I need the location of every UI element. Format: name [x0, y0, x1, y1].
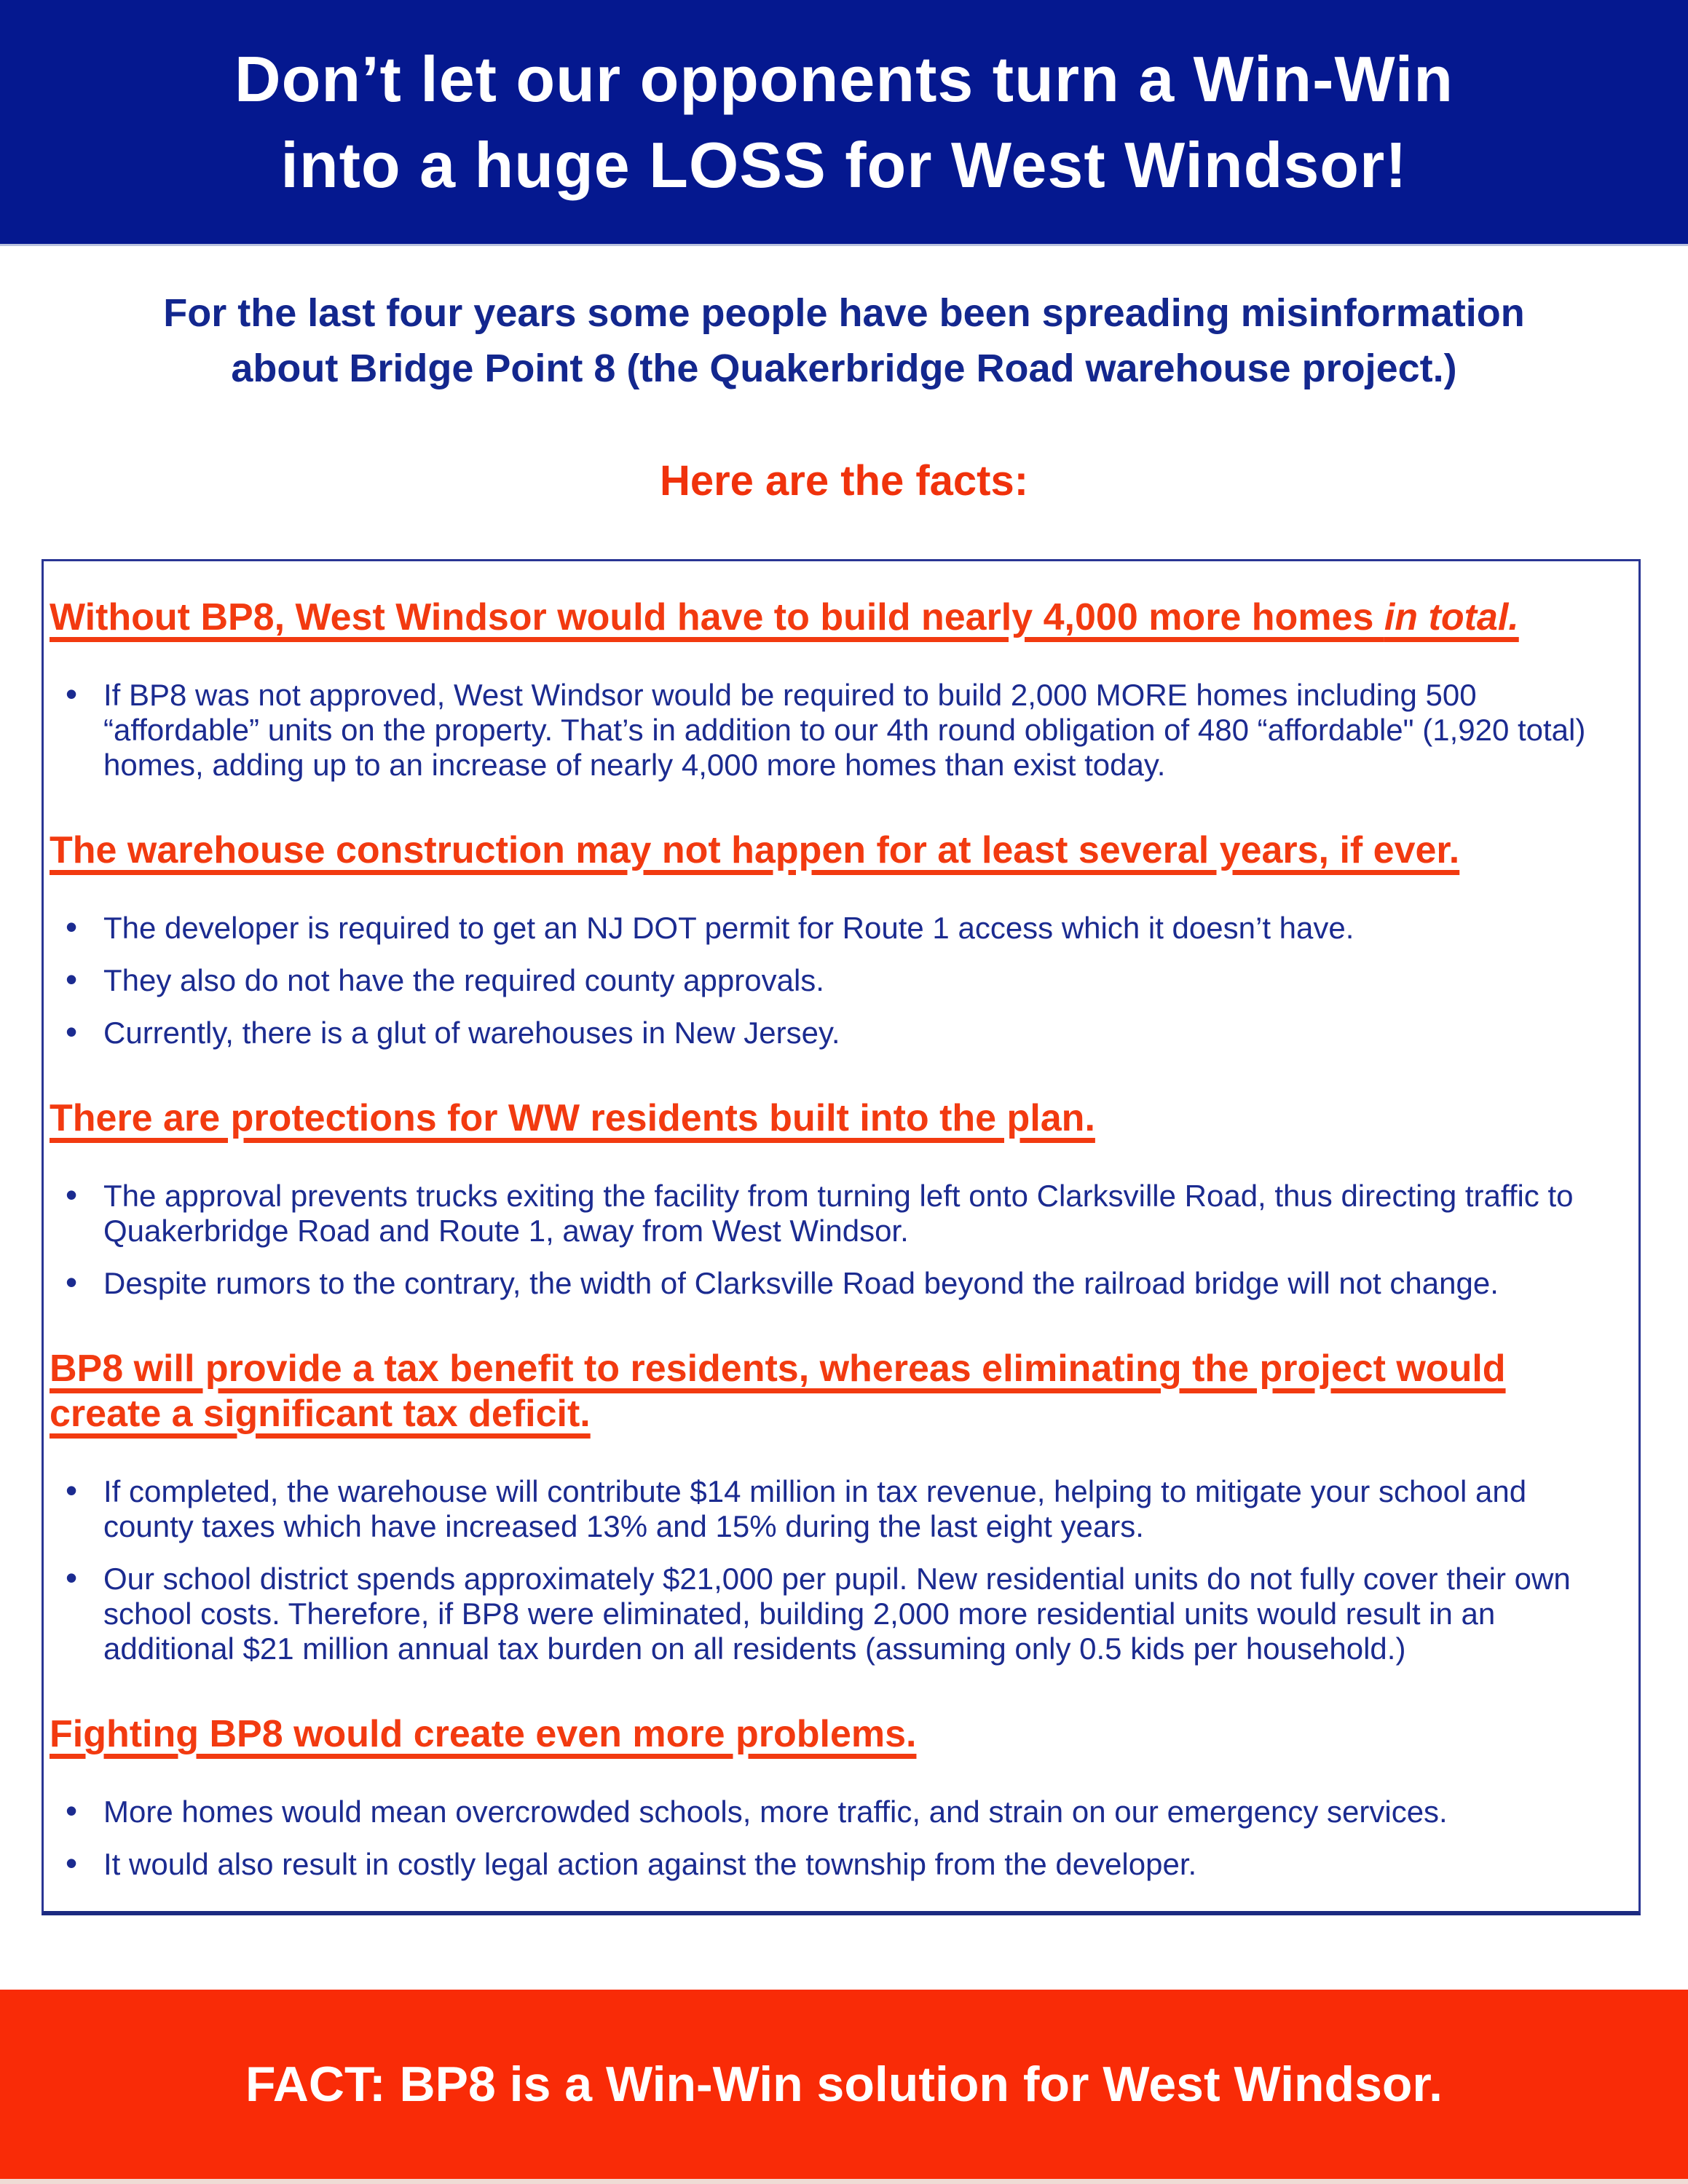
fact-section-homes: [50, 595, 1611, 783]
bottom-banner-text: FACT: BP8 is a Win-Win solution for West Windsor.: [245, 2057, 1443, 2112]
bullet-list: [50, 1795, 1611, 1882]
headline-line1: Don’t let our opponents turn a Win-Win: [234, 42, 1454, 115]
fact-section-fighting: [50, 1712, 1611, 1882]
bottom-strip: [0, 2179, 1688, 2184]
intro-text: [0, 285, 1688, 396]
bullet-item: • Our school district spends approximately $21,000 per pupil. New residential units do not fully cover their own school costs. Therefore, if BP8 were eliminated, building 2,000 more residential units would result in an additional $21 million annual tax burden on all residents (assuming only 0.5 kids per household.): [50, 1562, 1611, 1666]
top-banner: [0, 0, 1688, 246]
fact-section-construction: [50, 828, 1611, 1051]
section-heading-text: Without BP8, West Windsor would have to build nearly 4,000 more homes: [50, 596, 1384, 638]
section-heading-text: The warehouse construction may not happen for at least several years, if ever.: [50, 829, 1460, 871]
bullet-item: • It would also result in costly legal action against the township from the developer.: [50, 1847, 1611, 1882]
bullet-list: [50, 911, 1611, 1051]
section-heading-text: BP8 will provide a tax benefit to residents, whereas eliminating the project would create a significant tax deficit.: [50, 1348, 1506, 1435]
section-heading: [50, 595, 1611, 640]
section-heading: [50, 828, 1611, 873]
bullet-item: • Currently, there is a glut of warehouses in New Jersey.: [50, 1016, 1611, 1051]
section-heading: [50, 1346, 1611, 1436]
bullet-item: • If completed, the warehouse will contribute $14 million in tax revenue, helping to mitigate your school and county taxes which have increased 13% and 15% during the last eight years.: [50, 1474, 1611, 1544]
facts-box: [42, 559, 1641, 1915]
bullet-list: [50, 678, 1611, 783]
section-heading-text: Fighting BP8 would create even more problems.: [50, 1713, 917, 1755]
fact-section-tax: [50, 1346, 1611, 1666]
section-heading: [50, 1712, 1611, 1757]
section-heading: [50, 1096, 1611, 1141]
fact-section-protections: [50, 1096, 1611, 1301]
bullet-item: • They also do not have the required county approvals.: [50, 963, 1611, 998]
bullet-item: • The developer is required to get an NJ DOT permit for Route 1 access which it doesn’t have.: [50, 911, 1611, 946]
headline-line2: into a huge LOSS for West Windsor!: [280, 128, 1408, 201]
bullet-item: • If BP8 was not approved, West Windsor would be required to build 2,000 MORE homes including 500 “affordable” units on the property. That’s in addition to our 4th round obligation of 480 “affordable" (1,920 total) homes, adding up to an increase of nearly 4,000 more homes than exist today.: [50, 678, 1611, 783]
facts-title: Here are the facts:: [659, 457, 1029, 505]
bullet-list: [50, 1179, 1611, 1301]
bullet-item: • Despite rumors to the contrary, the width of Clarksville Road beyond the railroad bridge will not change.: [50, 1266, 1611, 1301]
bullet-item: • More homes would mean overcrowded schools, more traffic, and strain on our emergency services.: [50, 1795, 1611, 1829]
intro-line1: For the last four years some people have been spreading misinformation: [163, 291, 1525, 335]
bullet-list: [50, 1474, 1611, 1666]
intro-line2: about Bridge Point 8 (the Quakerbridge Road warehouse project.): [231, 347, 1457, 390]
bottom-banner: [0, 1990, 1688, 2179]
bullet-item: • The approval prevents trucks exiting the facility from turning left onto Clarksville Road, thus directing traffic to Quakerbridge Road and Route 1, away from West Windsor.: [50, 1179, 1611, 1249]
section-heading-italic: in total.: [1384, 596, 1519, 638]
section-heading-text: There are protections for WW residents built into the plan.: [50, 1097, 1095, 1139]
